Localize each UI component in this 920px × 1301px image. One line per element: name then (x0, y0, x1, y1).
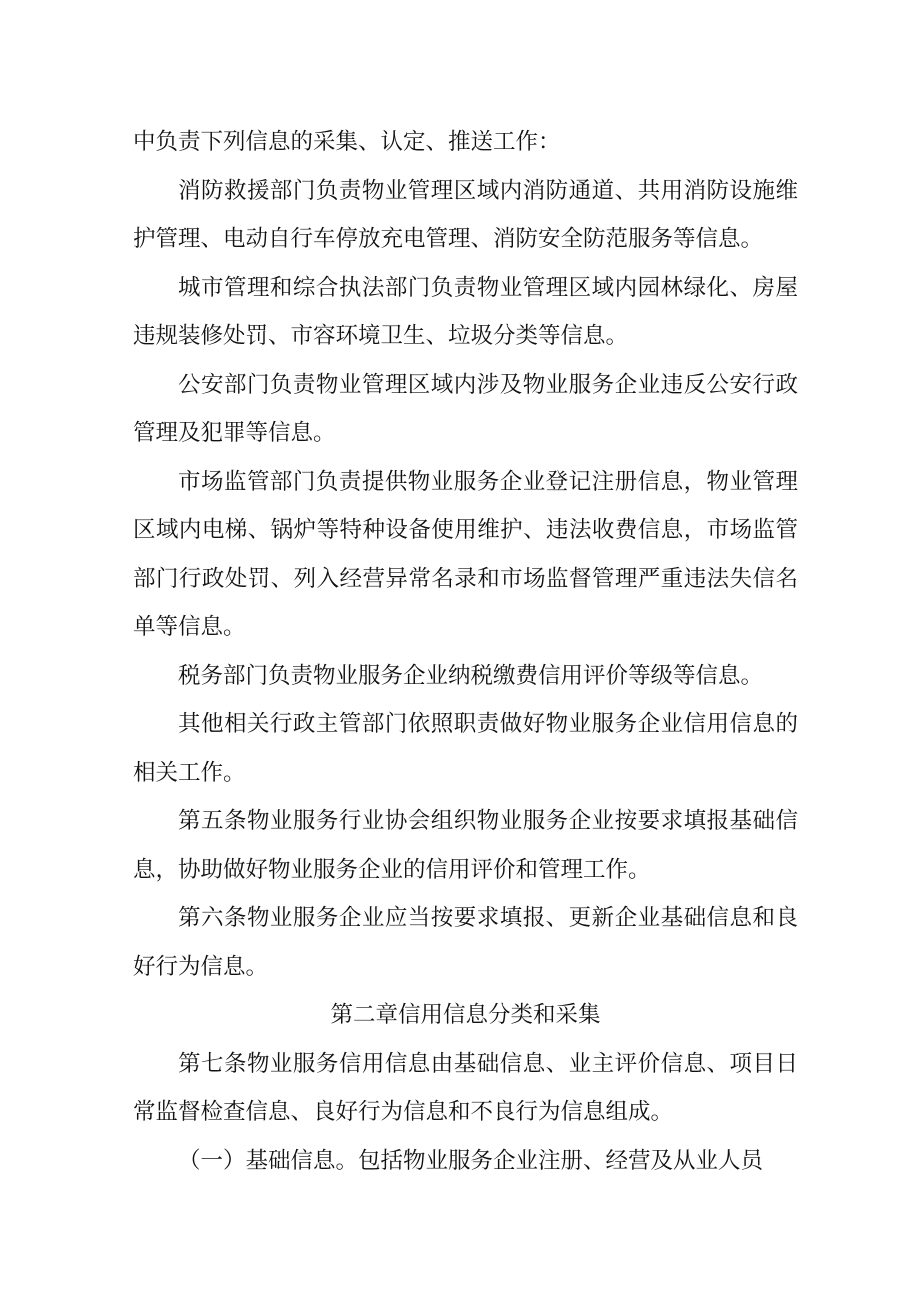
paragraph-market-supervision: 市场监管部门负责提供物业服务企业登记注册信息，物业管理区域内电梯、锅炉等特种设备使用维护、违法收费信息，市场监管部门行政处罚、列入经营异常名录和市场监督管理严重违法失信名单等信息。 (133, 468, 798, 640)
paragraph-continuation: 中负责下列信息的采集、认定、推送工作： (133, 129, 561, 155)
paragraph-public-security: 公安部门负责物业管理区域内涉及物业服务企业违反公安行政管理及犯罪等信息。 (133, 371, 798, 446)
paragraph-other-departments: 其他相关行政主管部门依照职责做好物业服务企业信用信息的相关工作。 (133, 711, 798, 786)
document-body (133, 118, 798, 1185)
paragraph-taxation: 税务部门负责物业服务企业纳税缴费信用评价等级等信息。 (178, 662, 764, 689)
paragraph-article-5: 第五条物业服务行业协会组织物业服务企业按要求填报基础信息，协助做好物业服务企业的信用评价和管理工作。 (133, 808, 798, 883)
chapter-heading: 第二章信用信息分类和采集 (330, 1002, 601, 1028)
paragraph-item-1: （一）基础信息。包括物业服务企业注册、经营及从业人员 (178, 1147, 764, 1174)
paragraph-article-6: 第六条物业服务企业应当按要求填报、更新企业基础信息和良好行为信息。 (133, 905, 798, 980)
paragraph-urban-management: 城市管理和综合执法部门负责物业管理区域内园林绿化、房屋违规装修处罚、市容环境卫生、垃圾分类等信息。 (133, 274, 798, 349)
paragraph-fire-rescue: 消防救援部门负责物业管理区域内消防通道、共用消防设施维护管理、电动自行车停放充电管理、消防安全防范服务等信息。 (133, 177, 798, 252)
paragraph-article-7: 第七条物业服务信用信息由基础信息、业主评价信息、项目日常监督检查信息、良好行为信息和不良行为信息组成。 (133, 1050, 798, 1125)
